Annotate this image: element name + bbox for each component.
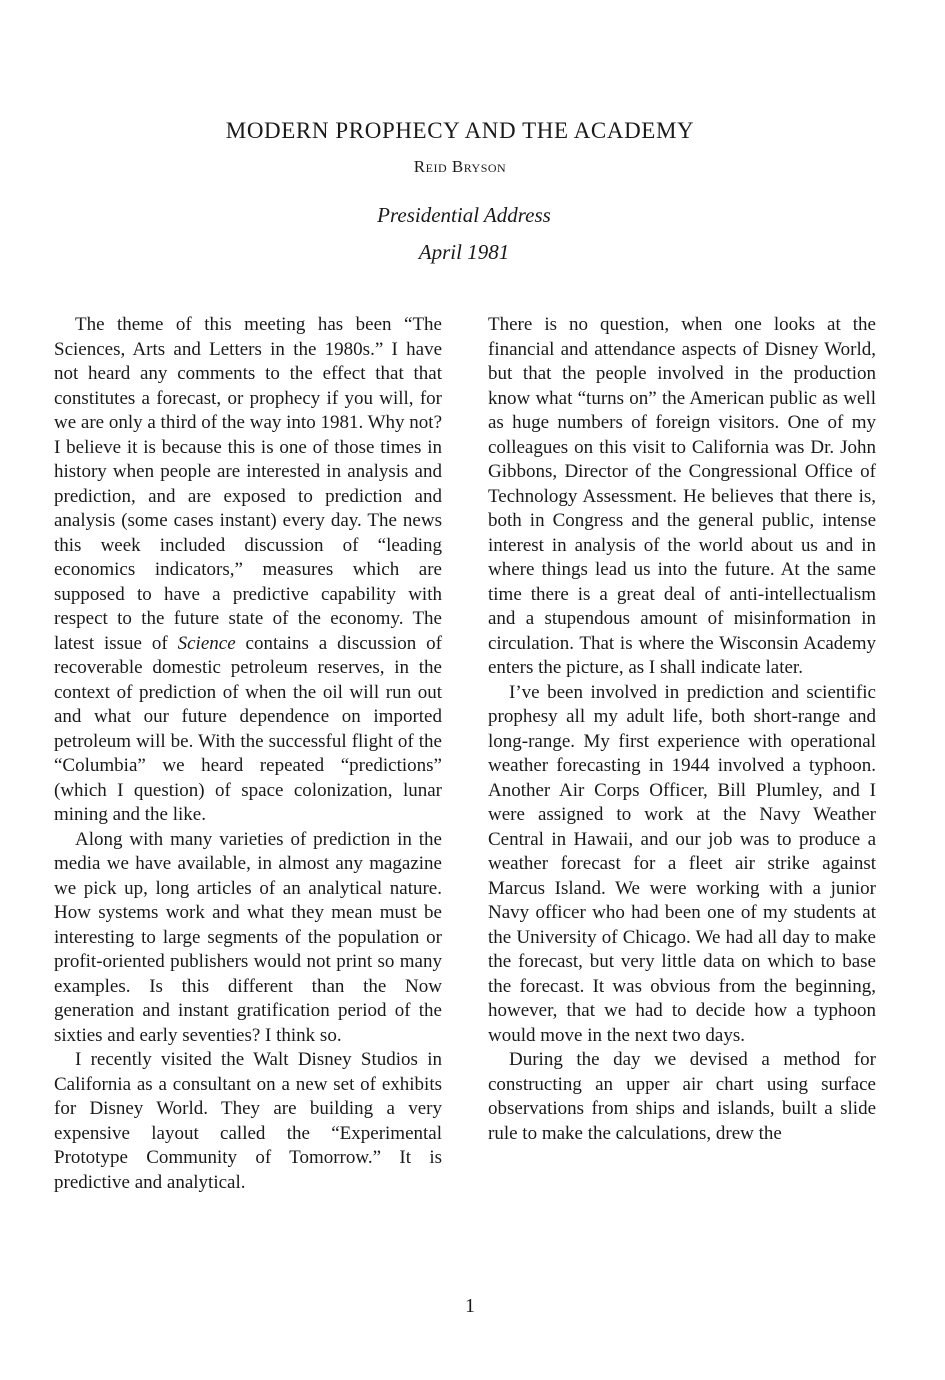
article-title: MODERN PROPHECY AND THE ACADEMY: [225, 118, 695, 143]
subtitle-date: April 1981: [418, 240, 510, 264]
paragraph-text: contains a discussion of recoverable domestic petroleum reserves, in the context of prediction of when the oil will run out and what our future dependence on imported petroleum will be. With the successful flight of the “Columbia” we heard repeated “predictions” (which I question) of space colonization, lunar mining and the like.: [54, 632, 442, 825]
article-author: Reid Bryson: [413, 157, 507, 176]
journal-title-science: Science: [177, 632, 236, 654]
paragraph: I’ve been involved in prediction and scientific prophesy all my adult life, both short-range and long-range. My first experience with operational weather forecasting in 1944 involved a typhoon. Another Air Corps Officer, Bill Plumley, and I were assigned to work at the Navy Weather Central in Hawaii, and our job was to produce a weather forecast for a fleet air strike against Marcus Island. We were working with a junior Navy officer who had been one of my students at the University of Chicago. We had all day to make the forecast, but very little data on which to base the forecast. It was obvious from the beginning, however, that we had to decide how a typhoon would move in the next two days.: [488, 681, 876, 1046]
left-column: [54, 313, 442, 1195]
paragraph-text: The theme of this meeting has been “The Sciences, Arts and Letters in the 1980s.” I have not heard any comments to the effect that that constitutes a forecast, or prophecy if you will, for we are only a third of the way into 1981. Why not? I believe it is because this is one of those times in history when people are interested in analysis and prediction, and are exposed to prediction and analysis (some cases instant) every day. The news this week included discussion of “leading economics indicators,” measures which are supposed to have a predictive capability with respect to the future state of the economy. The latest issue of: [54, 314, 442, 654]
subtitle-presidential-address: Presidential Address: [377, 203, 551, 227]
paragraph: There is no question, when one looks at the financial and attendance aspects of Disney World, but that the people involved in the production know what “turns on” the American public as well as huge numbers of foreign visitors. One of my colleagues on this visit to California was Dr. John Gibbons, Director of the Congressional Office of Technology Assessment. He believes that there is, both in Congress and the general public, intense interest in analysis of the world about us and in where things lead us into the future. At the same time there is a great deal of anti-intellectualism and a stupendous amount of misinformation in circulation. That is where the Wisconsin Academy enters the picture, as I shall indicate later.: [488, 314, 876, 678]
paragraph: During the day we devised a method for constructing an upper air chart using surface observations from ships and islands, built a slide rule to make the calculations, drew the: [488, 1049, 876, 1144]
paragraph: I recently visited the Walt Disney Studios in California as a consultant on a new set of exhibits for Disney World. They are building a very expensive layout called the “Experimental Prototype Community of Tomorrow.” It is predictive and analytical.: [54, 1049, 442, 1193]
right-column: [488, 313, 876, 1146]
paragraph: Along with many varieties of prediction in the media we have available, in almost any magazine we pick up, long articles of an analytical nature. How systems work and what they mean must be interesting to large segments of the population or profit-oriented publishers would not print so many examples. Is this different than the Now generation and instant gratification period of the sixties and early seventies? I think so.: [54, 828, 442, 1046]
paragraph: [54, 313, 442, 828]
page-number: 1: [465, 1295, 475, 1317]
